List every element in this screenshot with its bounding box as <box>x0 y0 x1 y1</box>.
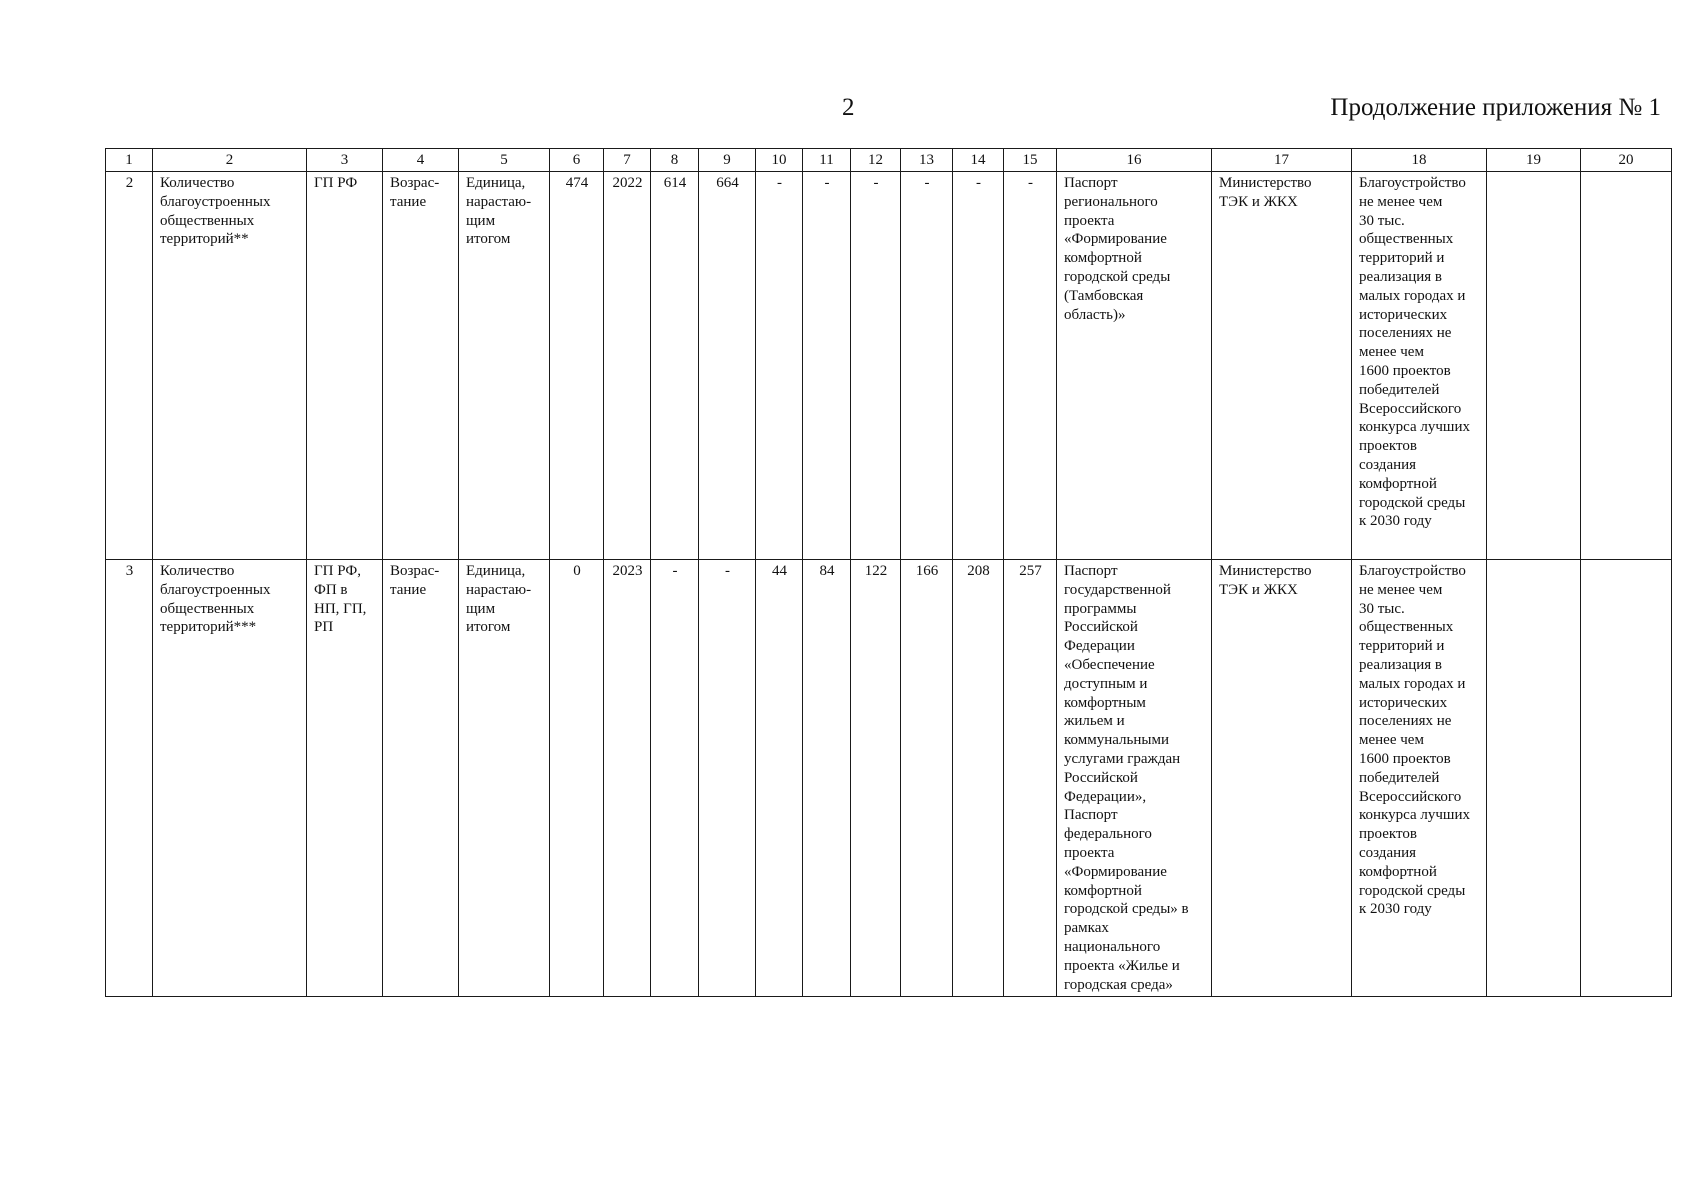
column-number: 17 <box>1212 149 1352 172</box>
table-row <box>106 172 1672 560</box>
value-col-8: 614 <box>651 172 699 560</box>
column-number: 9 <box>699 149 756 172</box>
column-number: 13 <box>901 149 953 172</box>
value-col-14: 208 <box>953 560 1004 997</box>
value-col-12: 122 <box>851 560 901 997</box>
value-col-10: 44 <box>756 560 803 997</box>
table-row <box>106 560 1672 997</box>
indicator-trend: Возрас- тание <box>383 172 459 560</box>
appendix-continuation-caption: Продолжение приложения № 1 <box>1330 94 1661 121</box>
column-number-row <box>106 149 1672 172</box>
column-number: 2 <box>153 149 307 172</box>
national-goal: Благоустройство не менее чем 30 тыс. общественных территорий и реализация в малых городах и исторических поселениях не менее чем 1600 проектов победителей Всероссийского конкурса лучших проектов создания комфортной городской среды к 2030 году <box>1352 172 1487 560</box>
indicator-name: Количество благоустроенных общественных территорий** <box>153 172 307 560</box>
column-number: 19 <box>1487 149 1581 172</box>
value-col-11: - <box>803 172 851 560</box>
column-number: 5 <box>459 149 550 172</box>
value-col-20 <box>1581 172 1672 560</box>
value-col-9: 664 <box>699 172 756 560</box>
indicator-name: Количество благоустроенных общественных территорий*** <box>153 560 307 997</box>
column-number: 3 <box>307 149 383 172</box>
column-number: 20 <box>1581 149 1672 172</box>
value-col-13: - <box>901 172 953 560</box>
value-col-10: - <box>756 172 803 560</box>
source-document: Паспорт регионального проекта «Формирование комфортной городской среды (Тамбовская область)» <box>1057 172 1212 560</box>
indicator-trend: Возрас- тание <box>383 560 459 997</box>
column-number: 14 <box>953 149 1004 172</box>
column-number: 15 <box>1004 149 1057 172</box>
base-year: 2022 <box>604 172 651 560</box>
column-number: 12 <box>851 149 901 172</box>
column-number: 18 <box>1352 149 1487 172</box>
base-value: 474 <box>550 172 604 560</box>
value-col-15: - <box>1004 172 1057 560</box>
base-value: 0 <box>550 560 604 997</box>
value-col-20 <box>1581 560 1672 997</box>
value-col-19 <box>1487 560 1581 997</box>
unit-of-measure: Единица, нарастаю- щим итогом <box>459 560 550 997</box>
indicator-level: ГП РФ <box>307 172 383 560</box>
source-document: Паспорт государственной программы Российской Федерации «Обеспечение доступным и комфортным жильем и коммунальными услугами граждан Российской Федерации», Паспорт федерального проекта «Формирование комфортной городской среды» в рамках национального проекта «Жилье и городская среда» <box>1057 560 1212 997</box>
value-col-15: 257 <box>1004 560 1057 997</box>
responsible-body: Министерство ТЭК и ЖКХ <box>1212 172 1352 560</box>
column-number: 16 <box>1057 149 1212 172</box>
responsible-body: Министерство ТЭК и ЖКХ <box>1212 560 1352 997</box>
column-number: 4 <box>383 149 459 172</box>
value-col-12: - <box>851 172 901 560</box>
unit-of-measure: Единица, нарастаю- щим итогом <box>459 172 550 560</box>
column-number: 1 <box>106 149 153 172</box>
column-number: 7 <box>604 149 651 172</box>
page-number: 2 <box>842 94 855 121</box>
national-goal: Благоустройство не менее чем 30 тыс. общественных территорий и реализация в малых городах и исторических поселениях не менее чем 1600 проектов победителей Всероссийского конкурса лучших проектов создания комфортной городской среды к 2030 году <box>1352 560 1487 997</box>
column-number: 6 <box>550 149 604 172</box>
value-col-8: - <box>651 560 699 997</box>
column-number: 8 <box>651 149 699 172</box>
value-col-11: 84 <box>803 560 851 997</box>
row-number: 3 <box>106 560 153 997</box>
value-col-14: - <box>953 172 1004 560</box>
value-col-19 <box>1487 172 1581 560</box>
value-col-13: 166 <box>901 560 953 997</box>
indicator-level: ГП РФ, ФП в НП, ГП, РП <box>307 560 383 997</box>
value-col-9: - <box>699 560 756 997</box>
column-number: 10 <box>756 149 803 172</box>
base-year: 2023 <box>604 560 651 997</box>
column-number: 11 <box>803 149 851 172</box>
row-number: 2 <box>106 172 153 560</box>
appendix-table <box>105 148 1672 997</box>
